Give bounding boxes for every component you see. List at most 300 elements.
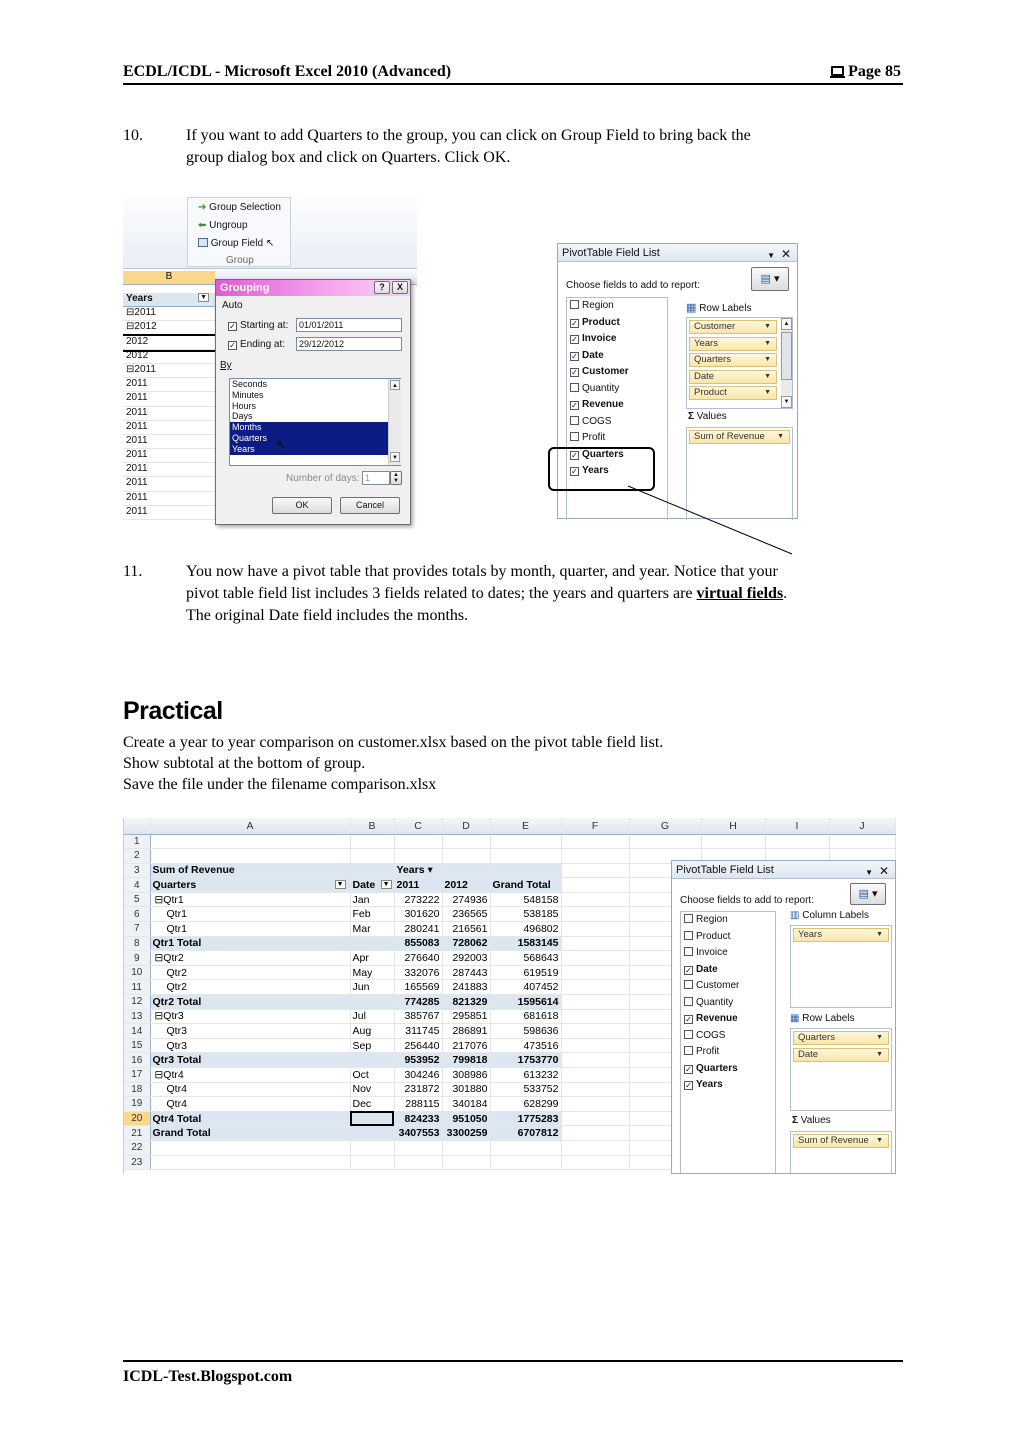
- year-row-cell[interactable]: ⊟2011: [123, 364, 215, 378]
- checkbox[interactable]: [684, 931, 693, 940]
- pivot-cell[interactable]: Qtr4 Total: [150, 1111, 350, 1126]
- pivot-cell[interactable]: [350, 995, 394, 1010]
- pivot-cell[interactable]: 613232: [490, 1068, 561, 1083]
- pivot-cell[interactable]: [350, 1126, 394, 1141]
- pivot-cell[interactable]: 473516: [490, 1038, 561, 1053]
- pivot-cell[interactable]: 274936: [442, 892, 490, 907]
- scroll-up-icon[interactable]: ▲: [390, 380, 400, 390]
- starting-at-input[interactable]: 01/01/2011: [296, 318, 402, 332]
- empty-cell[interactable]: [561, 892, 629, 907]
- pivot-cell[interactable]: Qtr1: [150, 907, 350, 922]
- year-row-cell[interactable]: 2011: [123, 378, 215, 392]
- field-item[interactable]: [681, 929, 775, 946]
- area-field-chip[interactable]: Date ▼: [689, 370, 777, 384]
- area-field-chip[interactable]: Product ▼: [689, 386, 777, 400]
- pivot-cell[interactable]: [350, 878, 394, 893]
- pivot-cell[interactable]: 286891: [442, 1024, 490, 1039]
- pivot-cell[interactable]: 824233: [394, 1111, 442, 1126]
- scroll-thumb[interactable]: [781, 332, 792, 380]
- row-header[interactable]: 12: [124, 995, 150, 1010]
- column-header-a[interactable]: A: [150, 818, 350, 834]
- pivot-cell[interactable]: [490, 834, 561, 849]
- empty-cell[interactable]: [561, 1082, 629, 1097]
- row-header[interactable]: 4: [124, 878, 150, 893]
- year-row-cell[interactable]: 2011: [123, 463, 215, 477]
- row-header[interactable]: 15: [124, 1038, 150, 1053]
- field-item[interactable]: [567, 298, 667, 315]
- row-labels-area[interactable]: [686, 317, 793, 409]
- pivot-cell[interactable]: 951050: [442, 1111, 490, 1126]
- empty-cell[interactable]: [561, 1038, 629, 1053]
- scrollbar[interactable]: [781, 318, 792, 408]
- grouping-screenshot: [123, 195, 417, 530]
- pivot-cell[interactable]: ⊟Qtr4: [150, 1068, 350, 1083]
- pivot-cell[interactable]: 332076: [394, 965, 442, 980]
- year-row-cell[interactable]: 2011: [123, 421, 215, 435]
- pivot-cell[interactable]: Mar: [350, 922, 394, 937]
- pivot-cell[interactable]: [394, 834, 442, 849]
- checkbox[interactable]: [684, 947, 693, 956]
- column-header-b[interactable]: B: [350, 818, 394, 834]
- pivot-cell[interactable]: 287443: [442, 965, 490, 980]
- row-header[interactable]: 3: [124, 863, 150, 878]
- step-text: group dialog box and click on Quarters. Click OK.: [186, 149, 511, 166]
- year-row-cell[interactable]: 2011: [123, 449, 215, 463]
- column-header-f[interactable]: F: [561, 818, 629, 834]
- area-field-chip[interactable]: Quarters ▼: [793, 1031, 889, 1045]
- checkbox[interactable]: ✓: [685, 1081, 692, 1090]
- filter-dropdown-icon[interactable]: ▼: [382, 881, 390, 889]
- close-button[interactable]: X: [392, 281, 408, 294]
- area-field-chip[interactable]: Sum of Revenue ▼: [793, 1134, 889, 1148]
- scroll-up-icon[interactable]: ▲: [781, 318, 792, 330]
- column-labels-area[interactable]: [790, 925, 892, 1008]
- pivot-cell[interactable]: Dec: [350, 1097, 394, 1112]
- checkbox[interactable]: [684, 980, 693, 989]
- pivot-cell[interactable]: 628299: [490, 1097, 561, 1112]
- year-row-cell[interactable]: 2011: [123, 392, 215, 406]
- row-labels-area-label: ▦ Row Labels: [686, 302, 752, 314]
- pivot-cell[interactable]: [350, 849, 394, 864]
- pivot-cell[interactable]: Qtr3: [150, 1024, 350, 1039]
- year-row-cell[interactable]: 2012: [123, 350, 215, 364]
- column-header-i[interactable]: I: [765, 818, 829, 834]
- pivot-cell[interactable]: [150, 849, 350, 864]
- pivot-cell[interactable]: 308986: [442, 1068, 490, 1083]
- row-header[interactable]: 11: [124, 980, 150, 995]
- checkbox[interactable]: [570, 432, 579, 441]
- pivot-cell[interactable]: Qtr2: [150, 980, 350, 995]
- pivot-cell[interactable]: 407452: [490, 980, 561, 995]
- column-header-b[interactable]: B: [123, 271, 215, 285]
- pivot-cell[interactable]: [442, 863, 490, 878]
- chevron-down-icon[interactable]: ▼: [865, 868, 873, 877]
- field-item[interactable]: [567, 381, 667, 398]
- pivot-cell[interactable]: ⊟Qtr1: [150, 892, 350, 907]
- pivot-cell[interactable]: Jul: [350, 1009, 394, 1024]
- pivot-cell[interactable]: [490, 863, 561, 878]
- pivot-cell[interactable]: ⊟Qtr3: [150, 1009, 350, 1024]
- pivot-cell[interactable]: [350, 1053, 394, 1068]
- pivot-cell[interactable]: 681618: [490, 1009, 561, 1024]
- pivot-cell[interactable]: 256440: [394, 1038, 442, 1053]
- column-header-d[interactable]: D: [442, 818, 490, 834]
- checkbox[interactable]: [570, 383, 579, 392]
- year-row-cell[interactable]: 2011: [123, 492, 215, 506]
- field-item[interactable]: [681, 1061, 775, 1078]
- pivot-cell[interactable]: 304246: [394, 1068, 442, 1083]
- row-header[interactable]: 23: [124, 1155, 150, 1170]
- pivot-cell[interactable]: 288115: [394, 1097, 442, 1112]
- spinner-icon[interactable]: ▲ ▼: [390, 471, 402, 485]
- pivot-cell[interactable]: [394, 1140, 442, 1155]
- group-field-button[interactable]: Group Field ↖: [198, 238, 274, 249]
- pivot-cell[interactable]: 1775283: [490, 1111, 561, 1126]
- by-list-item[interactable]: Hours: [232, 400, 257, 411]
- pivot-cell[interactable]: 216561: [442, 922, 490, 937]
- year-row-cell[interactable]: 2011: [123, 477, 215, 491]
- area-field-chip[interactable]: Quarters ▼: [689, 353, 777, 367]
- area-field-chip[interactable]: Date ▼: [793, 1048, 889, 1062]
- pivot-cell[interactable]: Qtr2 Total: [150, 995, 350, 1010]
- close-icon[interactable]: ✕: [780, 247, 791, 261]
- pivot-cell[interactable]: Qtr4: [150, 1097, 350, 1112]
- pivot-cell[interactable]: Jan: [350, 892, 394, 907]
- pivot-cell[interactable]: Feb: [350, 907, 394, 922]
- pivot-cell[interactable]: 538185: [490, 907, 561, 922]
- field-item[interactable]: [567, 397, 667, 414]
- empty-cell[interactable]: [561, 922, 629, 937]
- checkbox[interactable]: [570, 300, 579, 309]
- pivot-cell[interactable]: 301880: [442, 1082, 490, 1097]
- close-icon[interactable]: ✕: [878, 864, 889, 878]
- row-header[interactable]: 10: [124, 965, 150, 980]
- empty-cell[interactable]: [561, 1068, 629, 1083]
- pivot-cell[interactable]: 295851: [442, 1009, 490, 1024]
- field-item[interactable]: [567, 364, 667, 381]
- empty-cell[interactable]: [561, 1053, 629, 1068]
- row-header[interactable]: 6: [124, 907, 150, 922]
- pivot-cell[interactable]: 3407553: [394, 1126, 442, 1141]
- column-header-c[interactable]: C: [394, 818, 442, 834]
- ending-at-checkbox[interactable]: ✓ Ending at:: [229, 339, 286, 350]
- field-item[interactable]: [567, 430, 667, 447]
- row-header[interactable]: 18: [124, 1082, 150, 1097]
- pivot-cell[interactable]: 165569: [394, 980, 442, 995]
- area-field-chip[interactable]: Sum of Revenue ▼: [689, 430, 790, 444]
- pivot-cell[interactable]: 728062: [442, 936, 490, 951]
- row-labels-area[interactable]: [790, 1028, 892, 1111]
- empty-cell[interactable]: [561, 1155, 629, 1170]
- field-label: Region: [696, 914, 728, 925]
- pivot-cell[interactable]: Qtr3 Total: [150, 1053, 350, 1068]
- field-item[interactable]: [681, 995, 775, 1012]
- pivot-cell[interactable]: 276640: [394, 951, 442, 966]
- pivot-cell[interactable]: Qtr2: [150, 965, 350, 980]
- pivot-cell[interactable]: 619519: [490, 965, 561, 980]
- row-header[interactable]: 16: [124, 1053, 150, 1068]
- field-label: Quantity: [696, 996, 734, 1008]
- by-list-item[interactable]: Days: [232, 411, 253, 422]
- help-button[interactable]: ?: [374, 281, 390, 294]
- empty-cell[interactable]: [561, 1111, 629, 1126]
- pivot-cell[interactable]: [394, 1155, 442, 1170]
- practical-line: Show subtotal at the bottom of group.: [123, 755, 366, 772]
- empty-cell[interactable]: [561, 1024, 629, 1039]
- empty-cell[interactable]: [561, 1140, 629, 1155]
- pivot-cell[interactable]: May: [350, 965, 394, 980]
- pivot-cell[interactable]: Grand Total: [490, 878, 561, 893]
- pivot-cell[interactable]: 855083: [394, 936, 442, 951]
- pivot-cell[interactable]: 6707812: [490, 1126, 561, 1141]
- years-header-cell[interactable]: Years ▼: [123, 293, 215, 307]
- page-header: [123, 63, 903, 85]
- field-label: Customer: [696, 980, 740, 991]
- pivot-cell[interactable]: [350, 1111, 394, 1126]
- ending-at-input[interactable]: 29/12/2012: [296, 337, 402, 351]
- auto-label: Auto: [222, 300, 243, 311]
- checkbox[interactable]: ✓: [571, 335, 578, 344]
- pivot-cell[interactable]: 273222: [394, 892, 442, 907]
- checkbox[interactable]: ✓: [571, 450, 578, 460]
- pivot-cell[interactable]: 533752: [490, 1082, 561, 1097]
- row-header[interactable]: 9: [124, 951, 150, 966]
- empty-cell[interactable]: [829, 834, 895, 849]
- pivot-cell[interactable]: 2012: [442, 878, 490, 893]
- pivot-cell[interactable]: 598636: [490, 1024, 561, 1039]
- pivot-cell[interactable]: Qtr4: [150, 1082, 350, 1097]
- scroll-down-icon[interactable]: ▼: [390, 452, 400, 462]
- field-item[interactable]: [681, 1077, 775, 1094]
- pivot-cell[interactable]: [150, 1140, 350, 1155]
- empty-cell[interactable]: [561, 1097, 629, 1112]
- pivot-cell[interactable]: Sep: [350, 1038, 394, 1053]
- field-item[interactable]: [681, 1011, 775, 1028]
- row-header[interactable]: 5: [124, 892, 150, 907]
- pivot-cell[interactable]: 799818: [442, 1053, 490, 1068]
- field-item[interactable]: [681, 978, 775, 995]
- pivot-cell[interactable]: 301620: [394, 907, 442, 922]
- year-row-cell[interactable]: 2012: [123, 336, 215, 350]
- pivot-cell[interactable]: 821329: [442, 995, 490, 1010]
- row-header[interactable]: 13: [124, 1009, 150, 1024]
- ok-button[interactable]: OK: [272, 497, 332, 514]
- field-item[interactable]: [567, 331, 667, 348]
- year-row-cell[interactable]: ⊟2011: [123, 307, 215, 321]
- area-field-chip[interactable]: Customer ▼: [689, 320, 777, 334]
- checkbox[interactable]: ✓: [685, 1015, 692, 1024]
- checkbox[interactable]: ✓: [571, 318, 578, 328]
- empty-cell[interactable]: [561, 1126, 629, 1141]
- row-header[interactable]: 14: [124, 1024, 150, 1039]
- empty-cell[interactable]: [561, 907, 629, 922]
- empty-cell[interactable]: [561, 849, 629, 864]
- pivot-cell[interactable]: [442, 834, 490, 849]
- checkbox[interactable]: ✓: [571, 467, 578, 476]
- starting-at-checkbox[interactable]: ✓ Starting at:: [229, 320, 289, 331]
- pivot-cell[interactable]: 217076: [442, 1038, 490, 1053]
- year-row-cell[interactable]: 2011: [123, 506, 215, 520]
- field-item[interactable]: [681, 1044, 775, 1061]
- checkbox[interactable]: ✓: [571, 351, 578, 361]
- field-item[interactable]: [567, 414, 667, 431]
- pivot-cell[interactable]: [442, 849, 490, 864]
- pivot-cell[interactable]: [350, 1155, 394, 1170]
- by-list-item[interactable]: Years: [230, 444, 388, 455]
- by-listbox[interactable]: [229, 378, 401, 466]
- year-row-cell[interactable]: 2011: [123, 435, 215, 449]
- field-item[interactable]: [681, 945, 775, 962]
- pivot-cell[interactable]: Aug: [350, 1024, 394, 1039]
- column-header-e[interactable]: E: [490, 818, 561, 834]
- scroll-down-icon[interactable]: ▼: [781, 396, 792, 408]
- pivot-cell[interactable]: [350, 936, 394, 951]
- field-item[interactable]: [567, 348, 667, 365]
- days-input[interactable]: 1: [362, 471, 390, 485]
- listbox-scrollbar[interactable]: [388, 379, 401, 465]
- empty-cell[interactable]: [561, 1009, 629, 1024]
- select-all-corner[interactable]: [124, 818, 150, 834]
- empty-cell[interactable]: [765, 834, 829, 849]
- pivot-cell[interactable]: [442, 1155, 490, 1170]
- document-title: ECDL/ICDL - Microsoft Excel 2010 (Advanced): [123, 63, 452, 80]
- field-label: Years: [696, 1079, 723, 1090]
- pivot-cell[interactable]: Qtr1 Total: [150, 936, 350, 951]
- pivot-cell[interactable]: 953952: [394, 1053, 442, 1068]
- pivot-cell[interactable]: Nov: [350, 1082, 394, 1097]
- empty-cell[interactable]: [561, 965, 629, 980]
- pivot-cell[interactable]: 548158: [490, 892, 561, 907]
- pivot-cell[interactable]: Oct: [350, 1068, 394, 1083]
- pivot-cell[interactable]: [490, 1155, 561, 1170]
- row-header[interactable]: 2: [124, 849, 150, 864]
- pivot-cell[interactable]: 231872: [394, 1082, 442, 1097]
- checkbox[interactable]: ✓: [571, 368, 578, 377]
- field-item[interactable]: [681, 1028, 775, 1045]
- pivot-cell[interactable]: [350, 834, 394, 849]
- pivot-cell-text: Quarters: [152, 879, 197, 892]
- pivot-cell[interactable]: [442, 1140, 490, 1155]
- pivot-cell[interactable]: Qtr1: [150, 922, 350, 937]
- by-list-item[interactable]: Seconds: [232, 379, 268, 389]
- pivot-cell[interactable]: 236565: [442, 907, 490, 922]
- empty-cell[interactable]: [629, 834, 701, 849]
- pivot-cell[interactable]: 340184: [442, 1097, 490, 1112]
- empty-cell[interactable]: [561, 951, 629, 966]
- pivot-cell[interactable]: 1583145: [490, 936, 561, 951]
- pivot-cell[interactable]: Qtr3: [150, 1038, 350, 1053]
- area-field-chip[interactable]: Years ▼: [793, 928, 889, 942]
- empty-cell[interactable]: [561, 878, 629, 893]
- row-header[interactable]: 8: [124, 936, 150, 951]
- empty-cell[interactable]: [701, 834, 765, 849]
- column-header-g[interactable]: G: [629, 818, 701, 834]
- layout-button[interactable]: ▤ ▾: [850, 883, 886, 905]
- field-item[interactable]: [681, 912, 775, 929]
- pivot-cell[interactable]: Years ▾: [394, 863, 442, 878]
- filter-dropdown-icon[interactable]: ▼: [336, 881, 344, 889]
- empty-cell[interactable]: [561, 863, 629, 878]
- layout-button[interactable]: ▤ ▾: [751, 267, 789, 291]
- filter-dropdown-icon[interactable]: ▼: [200, 294, 207, 301]
- pivot-cell[interactable]: 496802: [490, 922, 561, 937]
- by-list-item[interactable]: Minutes: [232, 389, 264, 400]
- pivot-cell[interactable]: 1595614: [490, 995, 561, 1010]
- pivot-cell[interactable]: 280241: [394, 922, 442, 937]
- checkbox[interactable]: [570, 416, 579, 425]
- pivot-cell[interactable]: ⊟Qtr2: [150, 951, 350, 966]
- column-header-h[interactable]: H: [701, 818, 765, 834]
- pivot-cell[interactable]: 385767: [394, 1009, 442, 1024]
- row-header[interactable]: 17: [124, 1068, 150, 1083]
- pivot-cell[interactable]: 568643: [490, 951, 561, 966]
- by-list-item[interactable]: Months: [230, 422, 388, 433]
- field-item[interactable]: [567, 315, 667, 332]
- empty-cell[interactable]: [561, 980, 629, 995]
- checkbox[interactable]: ✓: [685, 965, 692, 975]
- by-list-item[interactable]: Quarters: [230, 433, 388, 444]
- year-row-cell[interactable]: ⊟2012: [123, 321, 215, 335]
- pivot-cell[interactable]: 292003: [442, 951, 490, 966]
- pivot-cell[interactable]: [350, 1140, 394, 1155]
- pivot-cell[interactable]: [394, 849, 442, 864]
- checkbox[interactable]: [684, 914, 693, 923]
- area-field-chip[interactable]: Years ▼: [689, 337, 777, 351]
- pivot-cell[interactable]: Apr: [350, 951, 394, 966]
- column-header-j[interactable]: J: [829, 818, 895, 834]
- ungroup-button[interactable]: ⬅ Ungroup: [198, 220, 248, 231]
- checkbox[interactable]: ✓: [685, 1064, 692, 1074]
- pivot-cell[interactable]: 311745: [394, 1024, 442, 1039]
- pivot-field-list-title: PivotTable Field List ▼ ✕: [558, 244, 797, 262]
- pivot-cell[interactable]: [150, 878, 350, 893]
- checkbox[interactable]: [684, 1030, 693, 1039]
- row-header[interactable]: 21: [124, 1126, 150, 1141]
- pivot-cell[interactable]: [150, 1155, 350, 1170]
- empty-cell[interactable]: [561, 995, 629, 1010]
- pivot-cell[interactable]: [490, 1140, 561, 1155]
- group-ribbon-group: [187, 197, 291, 267]
- pivot-cell[interactable]: 1753770: [490, 1053, 561, 1068]
- pivot-cell[interactable]: 774285: [394, 995, 442, 1010]
- year-row-cell[interactable]: 2011: [123, 407, 215, 421]
- checkbox[interactable]: [684, 997, 693, 1006]
- row-header[interactable]: 1: [124, 834, 150, 849]
- group-selection-button[interactable]: ➔ Group Selection: [198, 202, 281, 213]
- row-header[interactable]: 22: [124, 1140, 150, 1155]
- pivot-cell[interactable]: 241883: [442, 980, 490, 995]
- empty-cell[interactable]: [561, 936, 629, 951]
- pivot-cell[interactable]: Sum of Revenue: [150, 863, 350, 878]
- row-header[interactable]: 20: [124, 1111, 150, 1126]
- empty-cell[interactable]: [561, 834, 629, 849]
- checkbox[interactable]: [684, 1046, 693, 1055]
- row-header[interactable]: 7: [124, 922, 150, 937]
- pivot-cell[interactable]: Jun: [350, 980, 394, 995]
- row-header[interactable]: 19: [124, 1097, 150, 1112]
- pivot-cell[interactable]: 3300259: [442, 1126, 490, 1141]
- chevron-down-icon[interactable]: ▼: [767, 251, 775, 260]
- pivot-cell[interactable]: [150, 834, 350, 849]
- pivot-cell[interactable]: 2011: [394, 878, 442, 893]
- pivot-cell[interactable]: [350, 863, 394, 878]
- pivot-cell[interactable]: [490, 849, 561, 864]
- values-area[interactable]: [790, 1131, 892, 1174]
- field-item[interactable]: [681, 962, 775, 979]
- cancel-button[interactable]: Cancel: [340, 497, 400, 514]
- checkbox[interactable]: ✓: [571, 401, 578, 410]
- pivot-cell[interactable]: Grand Total: [150, 1126, 350, 1141]
